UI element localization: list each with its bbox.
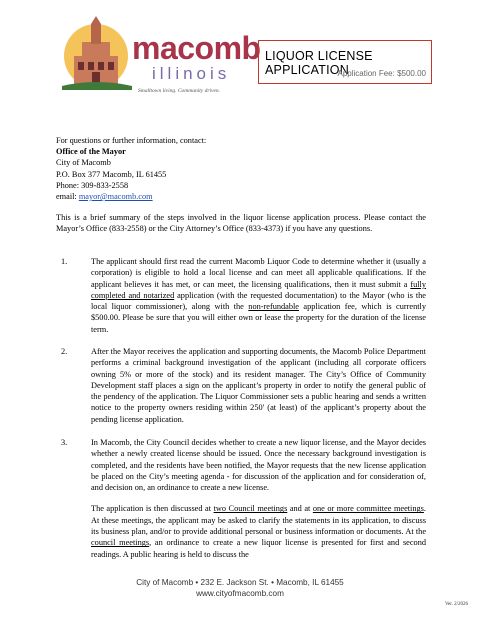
step-3 — [56, 437, 426, 560]
step-number: 2. — [61, 347, 68, 356]
contact-block — [56, 135, 206, 202]
emphasis-text: non-refundable — [248, 302, 299, 312]
phone-number: Phone: 309-833-2558 — [56, 180, 129, 190]
step-text: After the Mayor receives the application and supporting documents, the Macomb Police Department performs a criminal background investigation of the applicant (including all corporate officers owning 5% or more of the stock) and its resident manager. The City’s Office of Community Development staff places a sign on the applicant’s property in order to notify the general public of the pendency of the application. The Liquor Commissioner sets a public hearing and sends a written notice to the property owners residing within 250' (at least) of the applicant’s property about the pending license application. — [91, 347, 426, 424]
office-name: Office of the Mayor — [56, 147, 126, 157]
version-label: Ver. 2/2026 — [444, 602, 468, 607]
step-text-part: The application is then discussed at — [91, 504, 214, 514]
logo-state: illinois — [152, 64, 231, 83]
page-title: LIQUOR LICENSE APPLICATION — [265, 49, 373, 77]
emphasis-text: two Council meetings — [213, 504, 288, 514]
contact-intro: For questions or further information, contact: — [56, 136, 207, 145]
step-text-part: The applicant should first read the current Macomb Liquor Code to determine whether it (usually a corporation) is eligible to hold a local license and can meet all applicable qualifications. If the applicant believes it has met, or can meet, the licensing qualifications, then it must submit a — [91, 257, 426, 289]
logo-name: macomb — [132, 30, 261, 66]
emphasis-text: one or more committee meetings — [312, 504, 424, 514]
step-subparagraph — [91, 503, 426, 559]
logo-tagline: Smalltown living. Community driven. — [138, 88, 221, 94]
city-name: City of Macomb — [56, 158, 111, 168]
email-link[interactable]: mayor@macomb.com — [78, 192, 153, 202]
step-2 — [56, 346, 426, 425]
city-logo — [60, 12, 261, 98]
intro-paragraph: This is a brief summary of the steps involved in the liquor license application process. Please contact the Mayor’s Office (833-2558) or the City Attorney’s Office (833-4373) if you have any questions. — [56, 213, 426, 234]
footer-address: City of Macomb • 232 E. Jackson St. • Macomb, IL 61455 — [136, 578, 344, 587]
emphasis-text: council meetings — [91, 538, 150, 548]
footer-website[interactable]: www.cityofmacomb.com — [196, 589, 284, 598]
email-label: email: — [56, 192, 79, 202]
step-1 — [56, 256, 426, 335]
step-number: 3. — [61, 438, 68, 447]
emphasis-text: fully completed and notarized — [91, 279, 426, 300]
email-line — [56, 191, 206, 202]
application-fee: Application Fee: $500.00 — [337, 69, 426, 78]
step-text-part: application (with the requested documentation) to the Mayor (who is the local liquor commissioner), along with the — [91, 290, 426, 312]
step-text: In Macomb, the City Council decides whether to create a new liquor license, and the Mayor decides whether a newly created license should be issued. Once the necessary background investigation is completed, and the residents have been notified, the Mayor requests that the new license application be placed on the City’s meeting agenda - for discussion of the application and for consideration of, and decision on, an ordinance to create a new license. — [91, 438, 426, 493]
step-text-part: , an ordinance to create a new liquor license is presented for first and second readings. A public hearing is held to discuss the — [91, 538, 426, 559]
step-text — [91, 256, 426, 335]
mailing-address: P.O. Box 377 Macomb, IL 61455 — [56, 169, 167, 179]
step-text-part: . At these meetings, the applicant may be asked to clarify the statements in its application, to discuss its business plan, and/or to provide additional personal or business information or documents. At the — [91, 504, 426, 537]
step-text-part: and at — [287, 504, 313, 514]
step-number: 1. — [61, 257, 68, 266]
step-text-part: application fee, which is currently $500.00. Please be sure that you will either own or lease the property for the duration of the license term. — [91, 302, 427, 334]
title-box — [258, 40, 432, 84]
